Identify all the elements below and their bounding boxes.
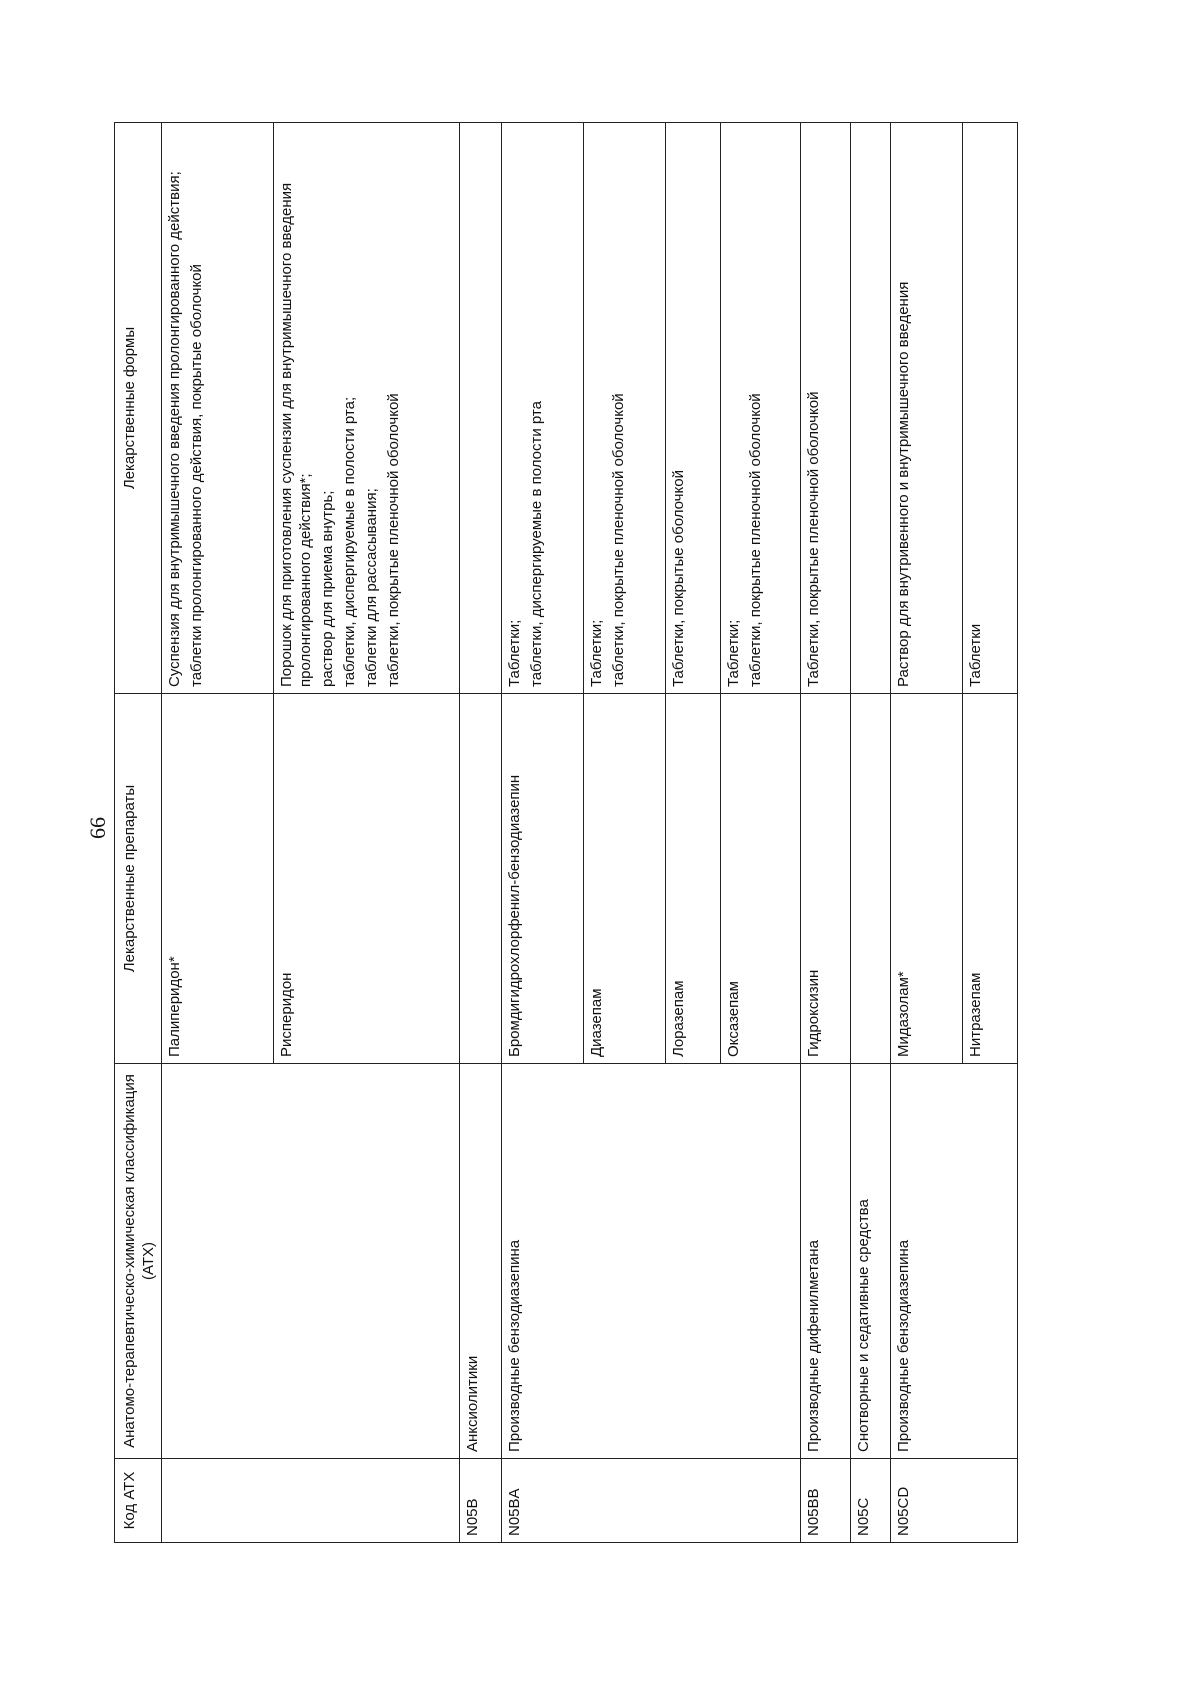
cell-drug: Нитразепам — [963, 694, 1018, 1064]
cell-forms — [801, 123, 851, 694]
table-row — [162, 123, 274, 1543]
cell-drug: Лоразепам — [666, 694, 721, 1064]
form-line: Таблетки; — [588, 619, 605, 687]
form-line: Таблетки; — [725, 619, 742, 687]
cell-classification: Производные дифенилметана — [801, 1064, 851, 1459]
cell-drug: Палиперидон* — [162, 694, 274, 1064]
cell-forms — [851, 123, 891, 694]
cell-forms — [721, 123, 801, 694]
cell-drug — [851, 694, 891, 1064]
cell-forms — [666, 123, 721, 694]
cell-classification: Анксиолитики — [460, 1064, 502, 1459]
table-row — [891, 123, 963, 1543]
page-number: 66 — [85, 817, 110, 839]
form-line: Таблетки, покрытые оболочкой — [670, 470, 687, 687]
cell-forms — [963, 123, 1018, 694]
form-line: таблетки для рассасывания; — [363, 488, 380, 687]
cell-drug: Мидазолам* — [891, 694, 963, 1064]
form-line: таблетки, покрытые пленочной оболочкой — [385, 393, 402, 687]
atc-drug-table — [114, 122, 1018, 1543]
cell-drug — [460, 694, 502, 1064]
header-code: Код АТХ — [115, 1459, 162, 1543]
form-line: Суспензия для внутримышечного введения пролонгированного действия; — [166, 171, 183, 687]
cell-forms — [584, 123, 666, 694]
cell-forms — [502, 123, 584, 694]
cell-classification — [162, 1064, 460, 1459]
form-line: Таблетки — [967, 623, 984, 687]
form-line: раствор для приема внутрь; — [319, 490, 336, 687]
table-header-row — [115, 123, 162, 1543]
cell-code: N05C — [851, 1459, 891, 1543]
cell-drug: Оксазепам — [721, 694, 801, 1064]
cell-classification: Производные бензодиазепина — [502, 1064, 801, 1459]
cell-drug: Рисперидон — [274, 694, 460, 1064]
form-line: Раствор для внутривенного и внутримышечного введения — [895, 281, 912, 687]
cell-classification: Производные бензодиазепина — [891, 1064, 1018, 1459]
table-row — [801, 123, 851, 1543]
cell-drug: Гидроксизин — [801, 694, 851, 1064]
header-classification: Анатомо-терапевтическо-химическая классификация (АТХ) — [115, 1064, 162, 1459]
cell-drug: Диазепам — [584, 694, 666, 1064]
header-forms: Лекарственные формы — [115, 123, 162, 694]
form-line: Таблетки, покрытые пленочной оболочкой — [805, 391, 822, 687]
rotated-table-container — [114, 123, 1062, 1543]
cell-code: N05B — [460, 1459, 502, 1543]
cell-classification: Снотворные и седативные средства — [851, 1064, 891, 1459]
table-row — [502, 123, 584, 1543]
table-row — [851, 123, 891, 1543]
header-drug: Лекарственные препараты — [115, 694, 162, 1064]
cell-code: N05CD — [891, 1459, 1018, 1543]
table-row — [460, 123, 502, 1543]
cell-code: N05BA — [502, 1459, 801, 1543]
cell-forms — [460, 123, 502, 694]
form-line: Таблетки; — [506, 619, 523, 687]
form-line: таблетки пролонгированного действия, покрытые оболочкой — [188, 264, 205, 687]
cell-forms — [891, 123, 963, 694]
cell-forms — [274, 123, 460, 694]
form-line: Порошок для приготовления суспензии для внутримышечного введения пролонгированного действия*; — [278, 182, 314, 687]
cell-code: N05BB — [801, 1459, 851, 1543]
form-line: таблетки, покрытые пленочной оболочкой — [610, 393, 627, 687]
cell-code — [162, 1459, 460, 1543]
form-line: таблетки, покрытые пленочной оболочкой — [747, 393, 764, 687]
cell-drug: Бромдигидрохлорфенил-бензодиазепин — [502, 694, 584, 1064]
form-line: таблетки, диспергируемые в полости рта; — [341, 396, 358, 687]
form-line: таблетки, диспергируемые в полости рта — [528, 401, 545, 687]
cell-forms — [162, 123, 274, 694]
